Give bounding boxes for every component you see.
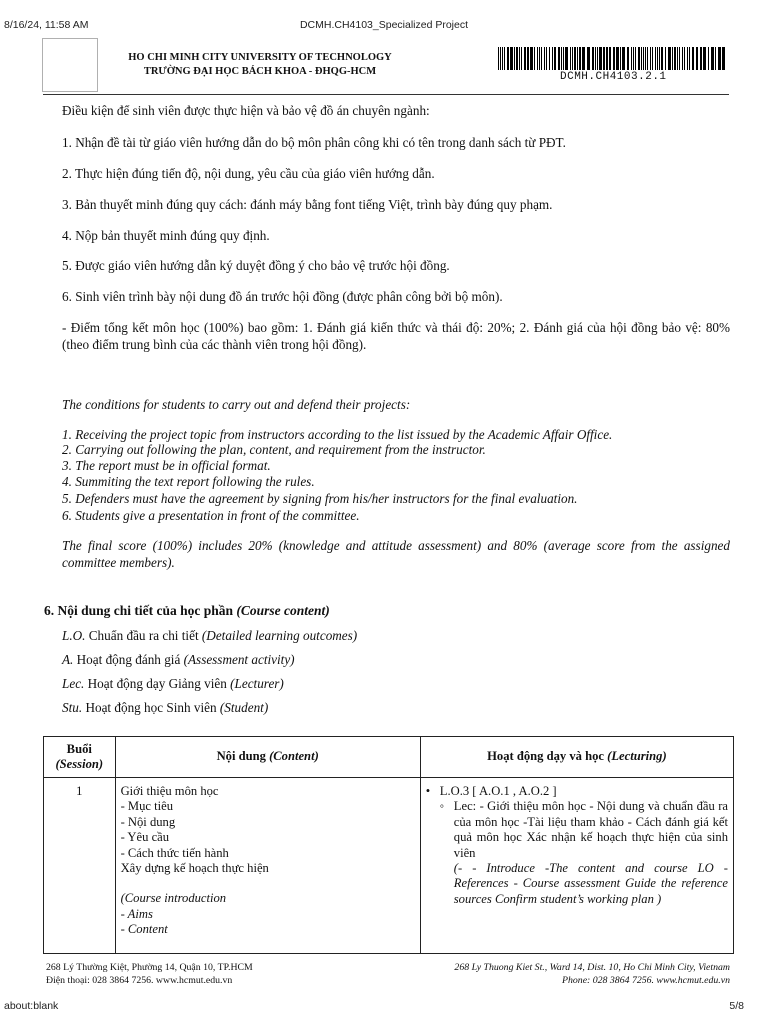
conditions-vi-item-2: 2. Thực hiện đúng tiến độ, nội dung, yêu cầu của giáo viên hướng dẫn. — [62, 166, 435, 181]
barcode-icon — [498, 47, 728, 70]
print-page-title: DCMH.CH4103_Specialized Project — [299, 19, 469, 31]
content-cell: Giới thiệu môn học - Mục tiêu - Nội dung - Yêu cầu - Cách thức tiến hành Xây dựng kế hoạch thực hiện (Course introduction - Aims - Content — [115, 778, 420, 954]
header-session: Buổi (Session) — [44, 737, 116, 778]
footer-contact-en: 268 Ly Thuong Kiet St., Ward 14, Dist. 10, Ho Chi Minh City, Vietnam Phone: 028 3864 7256. www.hcmut.edu.vn — [454, 962, 730, 986]
bullet-dot-icon: • — [425, 784, 431, 798]
university-name-en: HO CHI MINH CITY UNIVERSITY OF TECHNOLOGY — [128, 52, 392, 63]
legend-student: Stu. Hoạt động học Sinh viên (Student) — [62, 700, 269, 715]
print-url: about:blank — [4, 1000, 59, 1012]
conditions-vi-item-4: 4. Nộp bản thuyết minh đúng quy định. — [62, 228, 270, 243]
legend-lecturer: Lec. Hoạt động dạy Giảng viên (Lecturer) — [62, 676, 284, 691]
table-row — [44, 778, 734, 954]
conditions-vi-score: - Điểm tổng kết môn học (100%) bao gồm: 1. Đánh giá kiến thức và thái độ: 20%; 2. Đánh giá của hội đồng bảo vệ: 80% (theo điểm trung bình của các thành viên trong hội đồng). — [62, 320, 730, 352]
university-name-vi: TRƯỜNG ĐẠI HỌC BÁCH KHOA - ĐHQG-HCM — [143, 66, 377, 77]
conditions-vi-item-5: 5. Được giáo viên hướng dẫn ký duyệt đồng ý cho bảo vệ trước hội đồng. — [62, 258, 450, 273]
document-code: DCMH.CH4103.2.1 — [560, 71, 667, 83]
university-logo-placeholder — [42, 38, 98, 92]
table-header-row — [44, 737, 734, 778]
bullet-circle-icon: ◦ — [439, 799, 445, 814]
conditions-en-item-2: 2. Carrying out following the plan, content, and requirement from the instructor. — [62, 442, 486, 457]
lecture-activity-en: (- - Introduce -The content and course LO - References - Course assessment Guide the reference sources Confirm student’s working plan ) — [453, 861, 728, 906]
conditions-en-item-6: 6. Students give a presentation in front of the committee. — [62, 508, 360, 523]
print-datetime: 8/16/24, 11:58 AM — [4, 19, 89, 31]
header-lecturing: Hoạt động dạy và học (Lecturing) — [420, 737, 733, 778]
lecture-activity-vi: Lec: - Giới thiệu môn học - Nội dung và chuẩn đầu ra của môn học -Tài liệu tham khảo - Cách đánh giá kết quả môn học Xác nhận kế hoạch thực hiện của sinh viên — [453, 799, 728, 860]
conditions-en-item-1: 1. Receiving the project topic from instructors according to the list issued by the Academic Affair Office. — [62, 427, 613, 442]
conditions-en-score: The final score (100%) includes 20% (knowledge and attitude assessment) and 80% (average score from the assigned committee members). — [62, 538, 730, 570]
conditions-en-item-3: 3. The report must be in official format. — [62, 458, 271, 473]
learning-outcome-ref: L.O.3 [ A.O.1 , A.O.2 ] — [439, 784, 557, 798]
header-divider — [43, 94, 729, 95]
lecturing-cell — [420, 778, 733, 954]
header-content: Nội dung (Content) — [115, 737, 420, 778]
conditions-vi-intro: Điều kiện để sinh viên được thực hiện và bảo vệ đồ án chuyên ngành: — [62, 103, 430, 118]
conditions-vi-item-6: 6. Sinh viên trình bày nội dung đồ án trước hội đồng (được phân công bởi bộ môn). — [62, 289, 503, 304]
conditions-vi-item-1: 1. Nhận đề tài từ giáo viên hướng dẫn do bộ môn phân công khi có tên trong danh sách từ PĐT. — [62, 135, 566, 150]
conditions-en-item-5: 5. Defenders must have the agreement by signing from his/her instructors for the final evaluation. — [62, 491, 578, 506]
print-page-number: 5/8 — [729, 1000, 744, 1012]
legend-assessment: A. Hoạt động đánh giá (Assessment activity) — [62, 652, 295, 667]
conditions-vi-item-3: 3. Bản thuyết minh đúng quy cách: đánh máy bằng font tiếng Việt, trình bày đúng quy phạm. — [62, 197, 553, 212]
session-number: 1 — [44, 778, 116, 954]
conditions-en-intro: The conditions for students to carry out and defend their projects: — [62, 397, 411, 412]
footer-contact-vi: 268 Lý Thường Kiệt, Phường 14, Quận 10, TP.HCM Điện thoại: 028 3864 7256. www.hcmut.edu.vn — [46, 962, 253, 986]
section-6-title: 6. Nội dung chi tiết của học phần (Course content) — [44, 603, 330, 618]
conditions-en-item-4: 4. Summiting the text report following the rules. — [62, 474, 315, 489]
legend-lo: L.O. Chuẩn đầu ra chi tiết (Detailed learning outcomes) — [62, 628, 358, 643]
course-content-table — [43, 736, 734, 954]
